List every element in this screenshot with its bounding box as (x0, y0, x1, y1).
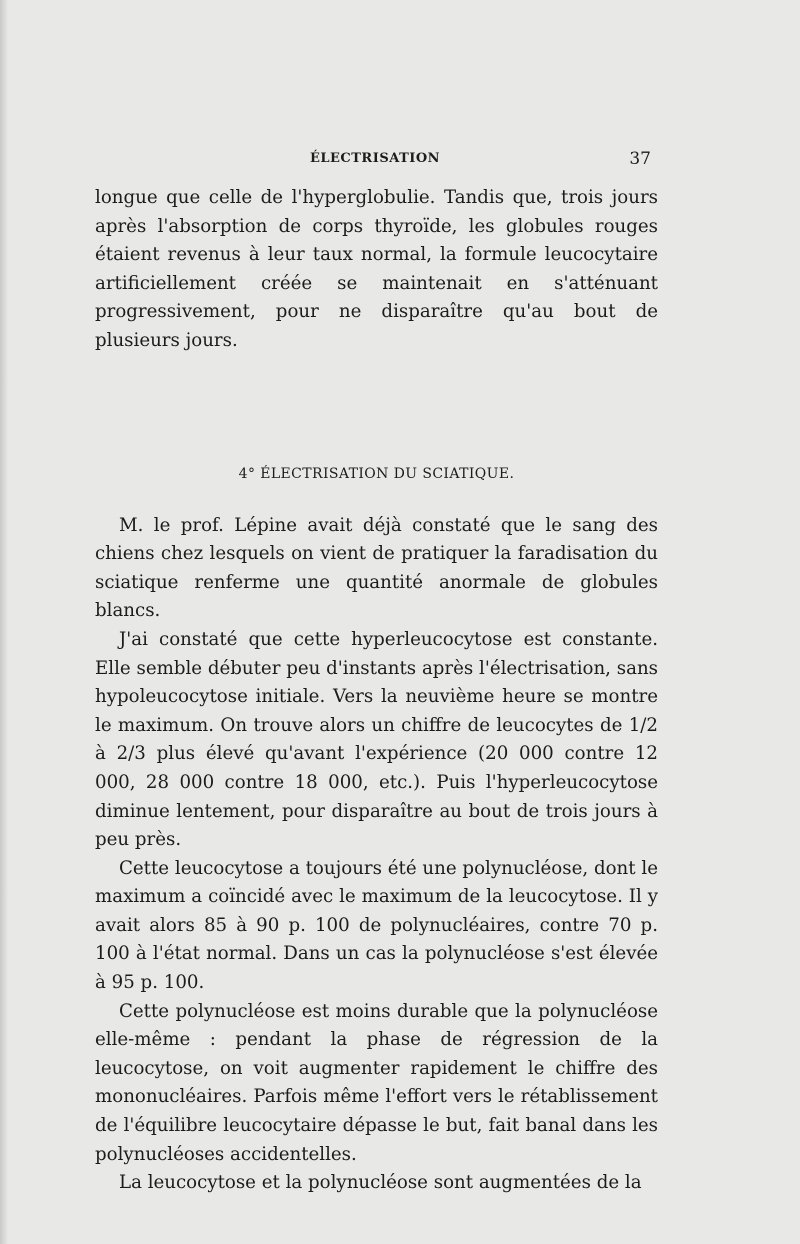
page-edge-shadow (0, 0, 8, 1244)
section-heading: 4° ÉLECTRISATION DU SCIATIQUE. (238, 465, 515, 482)
body-text (95, 184, 658, 1198)
page-header (95, 148, 655, 170)
paragraph: M. le prof. Lépine avait déjà constaté que le sang des chiens chez lesquels on vient de pratiquer la faradisation du sciatique renferme une quantité anormale de globules blancs. (95, 514, 658, 622)
running-title: ÉLECTRISATION (309, 151, 441, 166)
paragraph-continued: longue que celle de l'hyperglobulie. Tandis que, trois jours après l'absorption de corps thyroïde, les globules rouges étaient revenus à leur taux normal, la formule leucocytaire artificiellement créée se maintenait en s'atténuant progressivement, pour ne disparaître qu'au bout de plusieurs jours. (95, 187, 658, 351)
paragraph: Cette leucocytose a toujours été une polynucléose, dont le maximum a coïncidé avec le maximum de la leucocytose. Il y avait alors 85 à 90 p. 100 de polynucléaires, contre 70 p. 100 à l'état normal. Dans un cas la polynucléose s'est élevée à 95 p. 100. (95, 857, 658, 994)
page-number: 37 (629, 149, 651, 169)
paragraph-truncated: La leucocytose et la polynucléose sont augmentées de la (119, 1172, 642, 1194)
paragraph: Cette polynucléose est moins durable que la polynucléose elle-même : pendant la phase de régression de la leucocytose, on voit augmenter rapidement le chiffre des mononucléaires. Parfois même l'effort vers le rétablissement de l'équilibre leucocytaire dépasse le but, fait banal dans les polynucléoses accidentelles. (95, 1000, 658, 1165)
paragraph: J'ai constaté que cette hyperleucocytose est constante. Elle semble débuter peu d'instants après l'électrisation, sans hypoleucocytose initiale. Vers la neuvième heure se montre le maximum. On trouve alors un chiffre de leucocytes de 1/2 à 2/3 plus élevé qu'avant l'expérience (20 000 contre 12 000, 28 000 contre 18 000, etc.). Puis l'hyperleucocytose diminue lentement, pour disparaître au bout de trois jours à peu près. (95, 628, 658, 851)
